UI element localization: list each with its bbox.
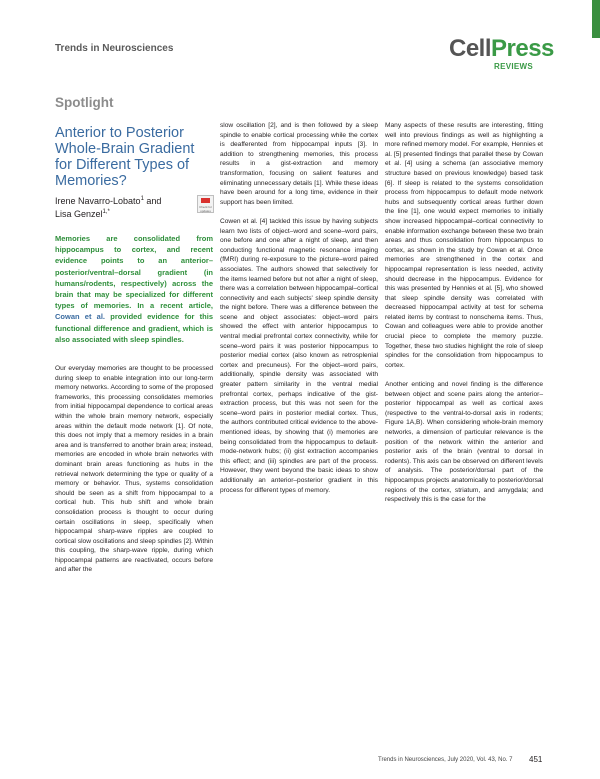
reference-link[interactable]: Cowan et al. xyxy=(55,312,106,322)
logo-press: Press xyxy=(491,35,554,62)
cellpress-logo[interactable] xyxy=(449,35,554,71)
abstract-text: provided evidence for this functional difference and gradient, which is also associated with sleep spindles. xyxy=(55,312,213,344)
article-abstract xyxy=(55,233,213,345)
section-color-tab xyxy=(592,0,600,38)
affiliation-marker: 1,* xyxy=(102,209,110,215)
author-name: Lisa Genzel xyxy=(55,209,103,219)
body-column-2 xyxy=(220,121,378,495)
logo-reviews: REVIEWS xyxy=(494,62,533,71)
body-paragraph: slow oscillation [2], and is then followed by a sleep spindle to enable cortical processing while the cortex is deafferented from hippocampal inputs [3]. In addition to strengthening memories, this process results in a gist-extraction and memory transformation, focusing on salient features and eliminating unnecessary details [1]. While these ideas have been around for a long time, evidence in their support has been limited. xyxy=(220,122,378,206)
body-paragraph: Our everyday memories are thought to be processed during sleep to enable integration into our long-term memory networks. According to some of the proposed frameworks, this processing consolidates memories from initial hippocampal dependence to cortical areas within the whole brain memory network, especially areas within the default mode network [1]. Of note, this does not imply that a memory resides in a brain area and is transferred to another brain area; instead, memories are encoded in whole brain networks with dominant brain areas functioning as hubs in the retrieval network determining the type or quality of a memory or behavior. Thus, systems consolidation should be seen as a shift from hippocampal to a cortical hub. This hub shift and whole brain consolidation process is thought to occur during certain oscillations in sleep, specifically when hippocampal sharp-wave ripples are coupled to cortical slow oscillations and sleep spindles [2]. Within this coupling, the sharp-wave ripple, during which hippocampal patterns are reactivated, occurs before and after the xyxy=(55,365,213,574)
page-number: 451 xyxy=(529,755,543,764)
body-column-3 xyxy=(385,121,543,505)
crossmark-label: Check for updates xyxy=(199,205,212,213)
crossmark-icon[interactable] xyxy=(197,195,214,213)
author-name: Irene Navarro-Lobato xyxy=(55,196,141,206)
logo-wordmark xyxy=(449,35,554,62)
body-column-1 xyxy=(55,364,213,575)
logo-cell: Cell xyxy=(449,35,492,62)
body-paragraph: Many aspects of these results are interesting, fitting well into previous findings as well as highlighting a more refined memory model. For example, Hennies et al. [5] presented findings that parallel these by Cowan et al. [4] using a schema (an associative memory structure based on previous knowledge) based task [6]. If sleep is related to the systems consolidation process from hippocampus to default mode network hubs and subsequently cortical areas further down the line [1], one would expect memories to initially show increased hippocampal–cortical connectivity to enable information exchange between these two brain areas and thus consolidation from hippocampus to cortex, as shown in the study by Cowan et al. Once memories are strengthened in the cortex and hippocampal representation is less needed, activity should decrease in the hippocampus. Evidence for this was presented by Hennies et al. [5], who showed that sleep spindle density was correlated with decreased hippocampal activity at test for schema related items by contrast to nonschema items. Thus, Cowan and colleagues were able to provide another crucial piece to complete the memory puzzle. Together, these two studies highlight the role of sleep spindles for the consolidation from hippocampus to cortex. xyxy=(385,122,543,369)
author-separator: and xyxy=(143,196,162,206)
affiliation-marker: 1 xyxy=(140,196,144,202)
abstract-text: Memories are consolidated from hippocampus to cortex, and recent evidence points to an anterior–posterior/ventral–dorsal gradient (in humans/rodents, respectively) across the brain that may be specialized for different types of memories. In a recent article, xyxy=(55,234,213,311)
article-type-label: Spotlight xyxy=(55,95,114,110)
body-paragraph: Cowen et al. [4] tackled this issue by having subjects learn two lists of object–word and scene–word pairs, one before and one after a night of sleep, and then conducting functional magnetic resonance imaging (fMRI) during re-exposure to the picture–word paired associates. The authors showed that selectively for the items learned before but not after a night of sleep, there was a correlation between hippocampal–cortical connectivity and each subjects' sleep spindle density the night before. There was a difference between the scene and object associates: object–word pairs showed the effect with anterior hippocampus to ventral medial prefrontal cortex connectivity, while for scene–word pairs it was posterior hippocampus to posterior medial cortex (also known as retrosplenial cortex and precuneus). For the object–word pairs, additionally, spindle density was associated with greater pattern similarity in the ventral medial prefrontal cortex, perhaps indicative of the gist-extraction process, but this was not seen for the scene–word pairs in posterior medial cortex. Thus, the authors contributed critical evidence to the above-mentioned ideas, by showing that (i) memories are being consolidated from the hippocampus to default-mode-network hubs; (ii) gist extraction accompanies this effect; and (iii) spindles are part of the process. However, they went beyond the basic ideas to show additionally an anterior–posterior gradient in this process for different types of memory. xyxy=(220,217,378,494)
footer-citation: Trends in Neurosciences, July 2020, Vol. 43, No. 7 xyxy=(378,757,513,763)
article-title: Anterior to Posterior Whole-Brain Gradient for Different Types of Memories? xyxy=(55,125,195,189)
journal-name: Trends in Neurosciences xyxy=(55,43,174,54)
body-paragraph: Another enticing and novel finding is the difference between object and scene pairs along the anterior–posterior hippocampal as well as cortical axes (respective to the ventral-to-dorsal axis in rodents; Figure 1A,B). When considering whole-brain memory networks, a dimension of particular relevance is the position of the network within the anterior and posterior axis of the brain (ventral to dorsal in rodents). This axis can be observed on different levels of analysis. The posterior/dorsal part of the hippocampus projects anatomically to posterior/dorsal regions of the cortex, striatum, and amygdala; and respectively this is the case for the xyxy=(385,381,543,504)
author-list xyxy=(55,194,195,220)
crossmark-badge xyxy=(201,198,210,203)
